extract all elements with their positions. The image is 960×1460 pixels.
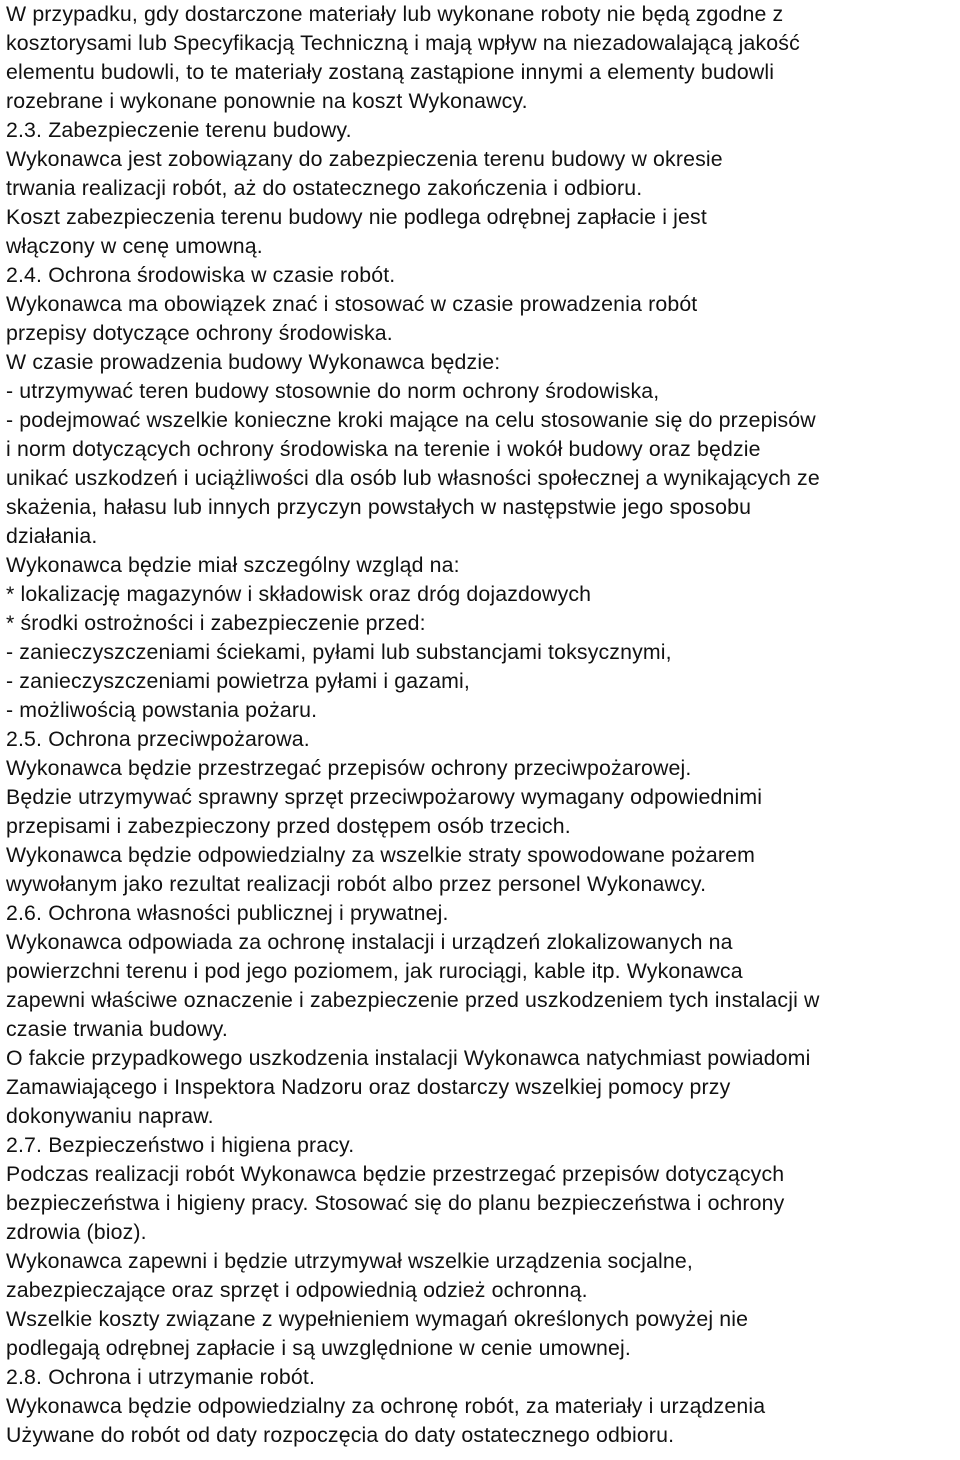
section-heading: 2.4. Ochrona środowiska w czasie robót. [6,263,396,287]
paragraph-line: Wszelkie koszty związane z wypełnieniem wymagań określonych powyżej nie [6,1307,749,1331]
paragraph-line: Wykonawca ma obowiązek znać i stosować w czasie prowadzenia robót [6,292,698,316]
paragraph-line: Wykonawca będzie miał szczególny wzgląd na: [6,553,460,577]
section-heading: 2.6. Ochrona własności publicznej i prywatnej. [6,901,449,925]
paragraph-line: powierzchni terenu i pod jego poziomem, jak rurociągi, kable itp. Wykonawca [6,959,743,983]
paragraph-line: podlegają odrębnej zapłacie i są uwzględnione w cenie umownej. [6,1336,631,1360]
paragraph-line: O fakcie przypadkowego uszkodzenia instalacji Wykonawca natychmiast powiadomi [6,1046,811,1070]
list-item: - zanieczyszczeniami powietrza pyłami i gazami, [6,669,470,693]
paragraph-line: unikać uszkodzeń i uciążliwości dla osób lub własności społecznej a wynikających ze [6,466,820,490]
paragraph-line: włączony w cenę umowną. [6,234,263,258]
paragraph-line: Używane do robót od daty rozpoczęcia do daty ostatecznego odbioru. [6,1423,675,1447]
paragraph-line: W przypadku, gdy dostarczone materiały lub wykonane roboty nie będą zgodne z [6,2,784,26]
paragraph-line: trwania realizacji robót, aż do ostatecznego zakończenia i odbioru. [6,176,643,200]
paragraph-line: Koszt zabezpieczenia terenu budowy nie podlega odrębnej zapłacie i jest [6,205,707,229]
paragraph-line: Wykonawca będzie odpowiedzialny za wszelkie straty spowodowane pożarem [6,843,755,867]
paragraph-line: czasie trwania budowy. [6,1017,228,1041]
paragraph-line: Wykonawca będzie odpowiedzialny za ochronę robót, za materiały i urządzenia [6,1394,766,1418]
list-item: - podejmować wszelkie konieczne kroki mające na celu stosowanie się do przepisów [6,408,816,432]
paragraph-line: Wykonawca jest zobowiązany do zabezpieczenia terenu budowy w okresie [6,147,723,171]
paragraph-line: Wykonawca zapewni i będzie utrzymywał wszelkie urządzenia socjalne, [6,1249,693,1273]
paragraph-line: przepisy dotyczące ochrony środowiska. [6,321,393,345]
paragraph-line: elementu budowli, to te materiały zostaną zastąpione innymi a elementy budowli [6,60,775,84]
paragraph-line: bezpieczeństwa i higieny pracy. Stosować się do planu bezpieczeństwa i ochrony [6,1191,785,1215]
paragraph-line: skażenia, hałasu lub innych przyczyn powstałych w następstwie jego sposobu [6,495,752,519]
paragraph-line: kosztorysami lub Specyfikacją Techniczną i mają wpływ na niezadowalającą jakość [6,31,800,55]
section-heading: 2.3. Zabezpieczenie terenu budowy. [6,118,352,142]
section-heading: 2.8. Ochrona i utrzymanie robót. [6,1365,316,1389]
paragraph-line: dokonywaniu napraw. [6,1104,214,1128]
paragraph-line: Podczas realizacji robót Wykonawca będzie przestrzegać przepisów dotyczących [6,1162,785,1186]
paragraph-line: Zamawiającego i Inspektora Nadzoru oraz dostarczy wszelkiej pomocy przy [6,1075,731,1099]
section-heading: 2.7. Bezpieczeństwo i higiena pracy. [6,1133,355,1157]
paragraph-line: rozebrane i wykonane ponownie na koszt Wykonawcy. [6,89,528,113]
paragraph-line: działania. [6,524,98,548]
paragraph-line: i norm dotyczących ochrony środowiska na terenie i wokół budowy oraz będzie [6,437,761,461]
paragraph-line: zabezpieczające oraz sprzęt i odpowiednią odzież ochronną. [6,1278,588,1302]
list-item: * środki ostrożności i zabezpieczenie przed: [6,611,426,635]
paragraph-line: wywołanym jako rezultat realizacji robót albo przez personel Wykonawcy. [6,872,707,896]
section-heading: 2.5. Ochrona przeciwpożarowa. [6,727,310,751]
list-item: - możliwością powstania pożaru. [6,698,318,722]
paragraph-line: Wykonawca odpowiada za ochronę instalacji i urządzeń zlokalizowanych na [6,930,733,954]
paragraph-line: W czasie prowadzenia budowy Wykonawca będzie: [6,350,501,374]
paragraph-line: Będzie utrzymywać sprawny sprzęt przeciwpożarowy wymagany odpowiednimi [6,785,763,809]
paragraph-line: zapewni właściwe oznaczenie i zabezpieczenie przed uszkodzeniem tych instalacji w [6,988,820,1012]
document-page [6,0,960,1450]
list-item: - utrzymywać teren budowy stosownie do norm ochrony środowiska, [6,379,660,403]
paragraph-line: Wykonawca będzie przestrzegać przepisów ochrony przeciwpożarowej. [6,756,692,780]
paragraph-line: przepisami i zabezpieczony przed dostępem osób trzecich. [6,814,571,838]
list-item: - zanieczyszczeniami ściekami, pyłami lub substancjami toksycznymi, [6,640,672,664]
list-item: * lokalizację magazynów i składowisk oraz dróg dojazdowych [6,582,592,606]
paragraph-line: zdrowia (bioz). [6,1220,147,1244]
